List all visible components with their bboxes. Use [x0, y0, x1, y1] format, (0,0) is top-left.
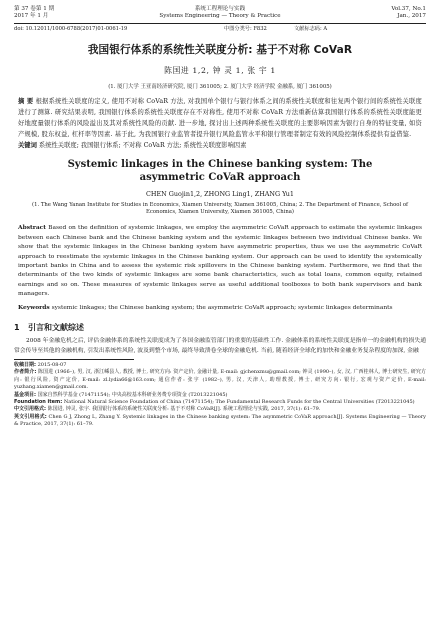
- volume-en: Vol.37, No.1: [391, 6, 426, 12]
- abstract-en-label: Abstract: [18, 224, 46, 232]
- title-cn: 我国银行体系的系统性关联度分析: 基于不对称 CoVaR: [87, 43, 353, 56]
- affiliation-en: (1. The Wang Yanan Institute for Studies in Economics, Xiamen University, Xiamen 361005, China; 2. The Department of Finance, School of Economics, Xiamen University, Xiamen 361005, China): [32, 202, 408, 216]
- abstract-cn: [14, 97, 426, 141]
- abstract-en: [14, 223, 426, 299]
- authors-cn: 陈国进 1,2, 钟 灵 1, 张 宇 1: [164, 65, 276, 75]
- title-en: [14, 159, 426, 184]
- footnote-citation-cn: 中文引用格式: 陈国进, 钟灵, 张宇. 我国银行体系的系统性关联度分析: 基于不对称 CoVaR[J]. 系统工程理论与实践, 2017, 37(1): 61–79.: [14, 406, 321, 413]
- keywords-cn-text: 系统性关联度; 我国银行体系; 不对称 CoVaR 方法; 系统性关联度影响因素: [38, 142, 247, 150]
- doi: doi: 10.12011/1000-6788(2017)01-0061-19: [14, 25, 128, 32]
- footnote-rule: [14, 359, 134, 360]
- footnote-citation-en: 英文引用格式: Chen G J, Zhong L, Zhang Y. Systemic linkages in the Chinese banking system: The asymmetric CoVaR approach[J]. Systems Engineering — Theory & Practice, 2017, 37(1): 61–79.: [14, 413, 426, 428]
- title-en-line1: Systemic linkages in the Chinese banking system: The: [67, 159, 373, 171]
- footnote-authors: 作者简介: 陈国进 (1966–), 男, 汉, 浙江嵊县人, 教授, 博士, 研究方向: 资产定价, 金融计量, E-mail: gjchenxmu@gmail.com; 钟灵 (1990–), 女, 汉, 广西桂林人, 博士研究生, 研究方向: 银行风险, 资产定价, E-mail: zl.lydia66@163.com; 通信作者: 张宇 (1982–), 男, 汉, 天津人, 助理教授, 博士, 研究方向: 银行, 宏观与资产定价, E-mail: yuzhang.xiamen@gmail.com.: [14, 369, 427, 391]
- abstract-cn-label: 摘 要: [18, 97, 34, 105]
- footnote-received: 收稿日期: 2015-08-07: [14, 361, 67, 368]
- classification-number: 中图分类号: F832: [224, 25, 267, 32]
- running-header: [14, 6, 426, 21]
- keywords-cn-label: 关键词: [18, 142, 37, 150]
- affiliation-cn: (1. 厦门大学 王亚南经济研究院, 厦门 361005; 2. 厦门大学 经济学院 金融系, 厦门 361005): [108, 83, 332, 90]
- abstract-cn-text: 根据系统性关联度的定义, 使用不对称 CoVaR 方法, 对我国单个银行与银行体系之间的系统性关联度和往复两个银行间的系统性关联度进行了测算. 研究结果表明, 我国银行体系的系统性关联度存在不对称性, 使用不对称 CoVaR 方法重新估算我国银行体系的系统性关联度能更好地度量银行体系的风险溢出及其对系统性风险的贡献. 进一步地, 探讨出上述两种系统性关联度的主要影响因素为银行自身的特征变量, 如资产规模, 股东权益, 杠杆率等因素. 基于此, 为我国银行业监管者提升银行风险监管水平和银行管理者制定有效的风险控制体系提供有益借鉴.: [18, 97, 422, 138]
- footnotes: [14, 362, 426, 429]
- footnote-funding-en: Foundation item: National Natural Science Foundation of China (71471154); The Fundamental Research Funds for the Central Universities (T2013221045): [14, 398, 415, 405]
- keywords-en-text: systemic linkages; the Chinese banking system; the asymmetric CoVaR approach; systemic linkages determinants: [51, 304, 393, 311]
- abstract-en-text: Based on the definition of systemic linkages, we employ the asymmetric CoVaR approach to estimate the systemic linkages between each Chinese bank and the Chinese banking system and the systemic linkages between two individual Chinese banks. We show that the systemic linkages in the Chinese banking system have asymmetric properties, thus we use the asymmetric CoVaR approach to reestimate the systemic linkages in the Chinese banking system. Our approach can be used to identify the systemically important banks in China and to assess the systemic risk spillovers in the Chinese banking system. Furthermore, we find that the determinants of the two kinds of systemic linkages are some bank characteristics, such as total loans, common equity, retained earnings and so on. These measures of systemic linkages serve as useful additional toolboxes to both bank supervisors and bank managers.: [18, 225, 422, 298]
- section-number: 1: [14, 322, 20, 332]
- authors-en: CHEN Guojin1,2, ZHONG Ling1, ZHANG Yu1: [146, 190, 294, 199]
- keywords-cn: [14, 141, 426, 150]
- date-en: Jan., 2017: [397, 13, 426, 20]
- section-heading-1: [14, 322, 426, 333]
- title-en-line2: asymmetric CoVaR approach: [139, 171, 301, 183]
- date-cn: 2017 年 1 月: [14, 13, 49, 20]
- document-code: 文献标志码: A: [294, 25, 328, 32]
- keywords-en: [14, 303, 426, 313]
- volume-cn: 第 37 卷第 1 期: [14, 6, 55, 12]
- section-title: 引言和文献综述: [28, 322, 84, 332]
- journal-name-cn: 系统工程理论与实践: [194, 6, 246, 12]
- section-1-paragraph: 2008 年金融危机之后, 评估金融体系的系统性关联度成为了各国金融监管部门的重要的基础性工作. 金融体系的系统性关联度是指单一的金融机构的损失通常会传导至其他的金融机构, 引发出系统性风险, 波及到整个市场, 最终导致溃卷全球的金融危机. 当前, 随着经济全球化的加快和金融业务复杂程度的加深, 金融: [14, 337, 426, 355]
- journal-name-en: Systems Engineering — Theory & Practice: [159, 13, 281, 20]
- header-rule: [14, 23, 426, 24]
- article-meta: [14, 26, 426, 33]
- keywords-en-label: Keywords: [18, 303, 50, 311]
- footnote-funding-cn: 基金项目: 国家自然科学基金 (71471154); 中央高校基本科研业务费专项资金 (T2013221045): [14, 391, 228, 398]
